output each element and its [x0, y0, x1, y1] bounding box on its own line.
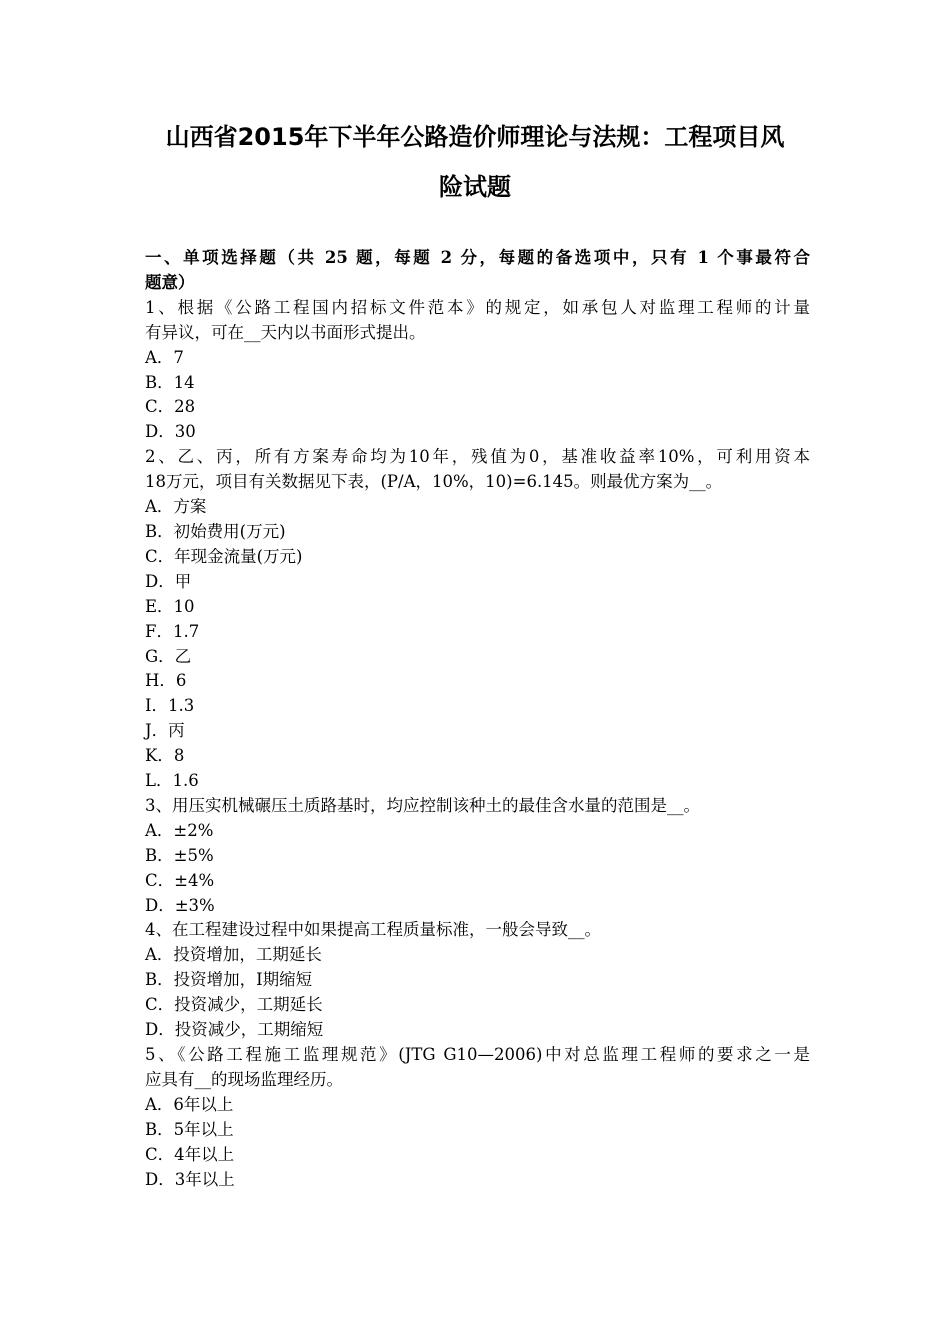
question-2-line-1: 2、乙、丙，所有方案寿命均为10年，残值为0，基准收益率10%，可利用资本	[145, 447, 810, 467]
question-1-option-a: A．7	[145, 347, 184, 367]
question-3-line-1: 3、用压实机械碾压土质路基时，均应控制该种土的最佳含水量的范围是__。	[145, 795, 700, 815]
question-4-option-a: A．投资增加，工期延长	[145, 945, 322, 965]
question-2-option-c: C．年现金流量(万元)	[145, 546, 303, 566]
question-5	[145, 1043, 810, 1093]
question-1-line-2: 有异议，可在__天内以书面形式提出。	[145, 322, 426, 342]
document-title	[100, 112, 850, 212]
title-line-1: 山西省2015年下半年公路造价师理论与法规：工程项目风	[165, 123, 785, 151]
question-2-option-d: D．甲	[145, 571, 192, 591]
question-2-option-i: I．1.3	[145, 696, 195, 716]
question-1-option-d: D．30	[145, 422, 196, 442]
question-3-option-b: B．±5%	[145, 845, 214, 865]
question-4	[145, 918, 810, 943]
question-5-line-1: 5、《公路工程施工监理规范》(JTG G10—2006)中对总监理工程师的要求之一是	[145, 1045, 810, 1064]
question-3-option-d: D．±3%	[145, 895, 215, 915]
section-heading-line-2: 题意）	[145, 272, 195, 292]
question-5-option-a: A．6年以上	[145, 1094, 234, 1114]
question-3	[145, 794, 810, 819]
question-4-option-b: B．投资增加，I期缩短	[145, 970, 313, 990]
title-line-2: 险试题	[439, 173, 511, 201]
question-3-option-c: C．±4%	[145, 870, 215, 890]
question-3-option-a: A．±2%	[145, 820, 214, 840]
question-2-option-b: B．初始费用(万元)	[145, 521, 286, 541]
question-2-option-g: G．乙	[145, 646, 192, 666]
question-2-option-h: H．6	[145, 671, 187, 691]
question-2-option-e: E．10	[145, 596, 195, 616]
question-2-option-a: A．方案	[145, 497, 207, 517]
question-1-option-b: B．14	[145, 372, 195, 392]
section-heading-line-1: 一、单项选择题（共 25 题，每题 2 分，每题的备选项中，只有 1 个事最符合	[145, 248, 810, 267]
question-5-line-2: 应具有__的现场监理经历。	[145, 1069, 343, 1089]
question-4-line-1: 4、在工程建设过程中如果提高工程质量标准，一般会导致__。	[145, 920, 601, 940]
question-5-option-c: C．4年以上	[145, 1144, 235, 1164]
question-4-option-c: C．投资减少，工期延长	[145, 995, 323, 1015]
question-1	[145, 296, 810, 346]
question-5-option-b: B．5年以上	[145, 1119, 234, 1139]
question-1-option-c: C．28	[145, 397, 196, 417]
question-2-option-f: F．1.7	[145, 621, 200, 641]
question-4-option-d: D．投资减少，工期缩短	[145, 1020, 324, 1040]
section-heading	[145, 246, 810, 296]
question-2	[145, 445, 810, 495]
question-2-option-l: L．1.6	[145, 771, 199, 791]
document-body	[145, 246, 810, 1192]
question-5-option-d: D．3年以上	[145, 1169, 235, 1189]
question-1-line-1: 1、根据《公路工程国内招标文件范本》的规定，如承包人对监理工程师的计量	[145, 297, 810, 317]
question-2-line-2: 18万元，项目有关数据见下表，(P/A，10%，10)=6.145。则最优方案为__。	[145, 472, 723, 492]
question-2-option-k: K．8	[145, 746, 185, 766]
question-2-option-j: J．丙	[145, 721, 185, 741]
